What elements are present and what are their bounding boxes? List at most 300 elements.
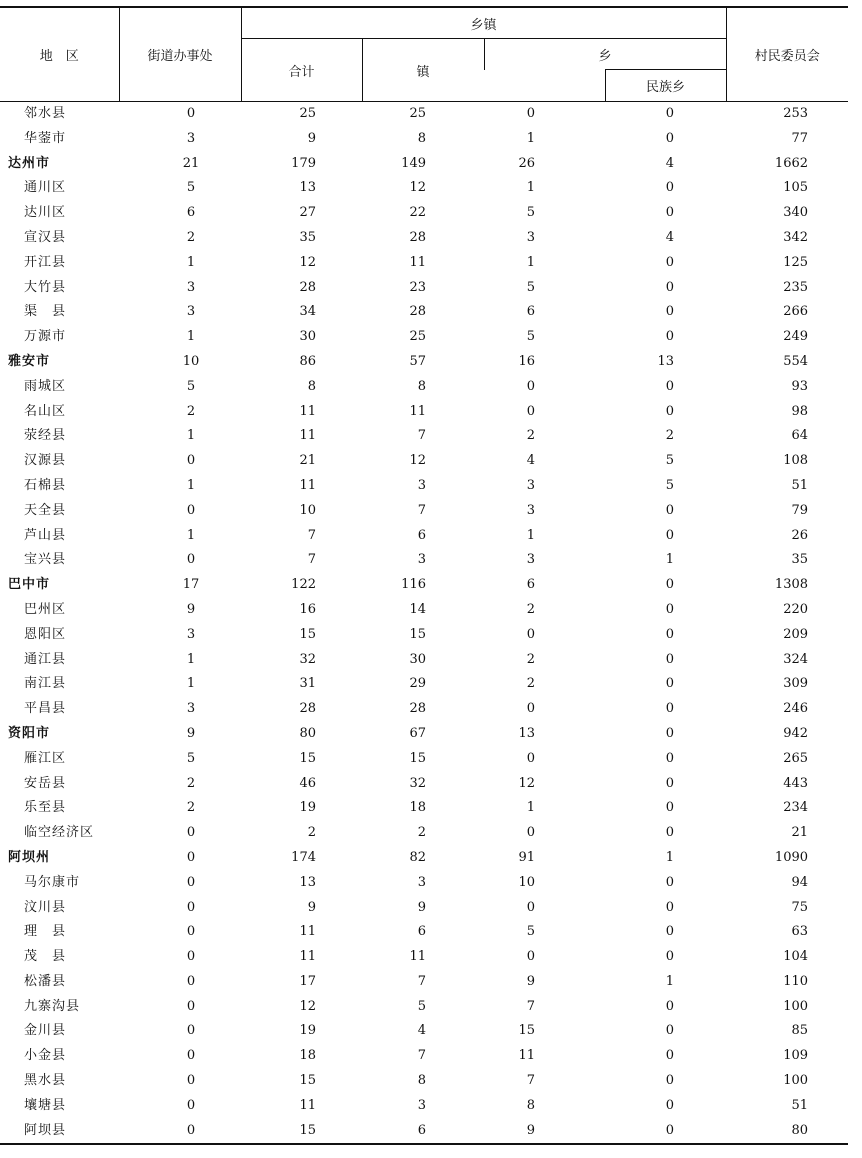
header-town: 镇 <box>362 39 484 102</box>
ethnic-township-count: 0 <box>665 304 675 320</box>
ethnic-township-count: 0 <box>665 279 675 295</box>
village-committee-count: 75 <box>791 899 809 915</box>
village-committee-count: 93 <box>791 378 809 394</box>
town-count: 18 <box>409 800 426 816</box>
table-row <box>0 226 848 251</box>
town-count: 28 <box>409 229 426 245</box>
region-name: 黑水县 <box>24 1073 67 1089</box>
region-name: 达州市 <box>8 155 51 171</box>
table-row <box>0 325 848 350</box>
town-count: 14 <box>409 601 426 617</box>
region-name: 石棉县 <box>24 477 67 493</box>
street-office-count: 0 <box>186 1048 196 1064</box>
township-count: 0 <box>526 701 535 717</box>
table-row <box>0 524 848 549</box>
town-count: 11 <box>409 403 426 419</box>
township-count: 2 <box>526 601 535 617</box>
township-total-count: 25 <box>299 106 316 121</box>
header-total: 合计 <box>241 39 362 102</box>
region-name: 渠 县 <box>24 304 67 320</box>
village-committee-count: 79 <box>791 502 809 518</box>
table-row <box>0 176 848 201</box>
township-total-count: 122 <box>291 577 316 593</box>
township-count: 2 <box>526 428 535 444</box>
village-committee-count: 235 <box>783 279 809 295</box>
town-count: 7 <box>417 1048 426 1064</box>
ethnic-township-count: 1 <box>665 973 675 989</box>
township-total-count: 10 <box>299 502 316 518</box>
table-body <box>0 102 848 1145</box>
region-name: 芦山县 <box>24 527 67 543</box>
township-total-count: 2 <box>307 825 316 841</box>
village-committee-count: 309 <box>783 676 809 692</box>
region-name: 资阳市 <box>8 725 51 741</box>
township-count: 0 <box>526 825 535 841</box>
ethnic-township-count: 0 <box>665 527 675 543</box>
region-name: 开江县 <box>24 254 67 270</box>
ethnic-township-count: 0 <box>665 130 675 146</box>
township-count: 9 <box>526 973 535 989</box>
street-office-count: 2 <box>186 403 196 419</box>
ethnic-township-count: 2 <box>665 428 675 444</box>
township-count: 1 <box>526 254 535 270</box>
ethnic-township-count: 0 <box>665 800 675 816</box>
township-total-count: 8 <box>307 378 316 394</box>
town-count: 57 <box>409 353 426 369</box>
region-name: 小金县 <box>24 1048 67 1064</box>
village-committee-count: 246 <box>783 701 809 717</box>
township-count: 2 <box>526 651 535 667</box>
village-committee-count: 324 <box>783 651 809 667</box>
town-count: 11 <box>409 949 426 965</box>
township-count: 0 <box>526 106 535 121</box>
township-count: 5 <box>526 279 535 295</box>
street-office-count: 3 <box>186 701 196 717</box>
town-count: 9 <box>417 899 426 915</box>
township-total-count: 15 <box>299 626 316 642</box>
table-row <box>0 375 848 400</box>
region-name: 通川区 <box>24 180 67 196</box>
region-name: 巴中市 <box>8 577 51 593</box>
header-township: 乡 <box>484 39 726 70</box>
ethnic-township-count: 0 <box>665 601 675 617</box>
township-total-count: 7 <box>307 552 316 568</box>
township-count: 1 <box>526 800 535 816</box>
table-row <box>0 573 848 598</box>
town-count: 25 <box>409 106 426 121</box>
township-count: 3 <box>526 477 535 493</box>
town-count: 3 <box>417 552 426 568</box>
township-count: 16 <box>518 353 535 369</box>
table-row <box>0 623 848 648</box>
village-committee-count: 51 <box>791 477 809 493</box>
street-office-count: 10 <box>182 353 200 369</box>
township-total-count: 13 <box>299 874 316 890</box>
township-count: 1 <box>526 180 535 196</box>
street-office-count: 2 <box>186 775 196 791</box>
town-count: 6 <box>417 527 426 543</box>
street-office-count: 5 <box>186 750 196 766</box>
table-row <box>0 251 848 276</box>
region-name: 邻水县 <box>24 106 67 121</box>
township-total-count: 80 <box>299 725 316 741</box>
table-row <box>0 449 848 474</box>
ethnic-township-count: 0 <box>605 1119 726 1145</box>
table-row <box>0 896 848 921</box>
table-row <box>0 276 848 301</box>
header-ethnic-township: 民族乡 <box>605 70 726 102</box>
town-count: 29 <box>409 676 426 692</box>
township-count: 3 <box>526 229 535 245</box>
street-office-count: 1 <box>186 428 196 444</box>
region-name: 华蓥市 <box>24 130 67 146</box>
table-row <box>0 598 848 623</box>
township-total-count: 31 <box>299 676 316 692</box>
town-count: 5 <box>417 998 426 1014</box>
township-total-count: 15 <box>299 750 316 766</box>
village-committee-count: 125 <box>783 254 809 270</box>
township-total-count: 18 <box>299 1048 316 1064</box>
township-total-count: 32 <box>299 651 316 667</box>
town-count: 7 <box>417 428 426 444</box>
ethnic-township-count: 0 <box>665 106 675 121</box>
ethnic-township-count: 0 <box>665 949 675 965</box>
region-name: 雨城区 <box>24 378 67 394</box>
village-committee-count: 265 <box>783 750 809 766</box>
region-name: 名山区 <box>24 403 67 419</box>
table-row <box>0 920 848 945</box>
region-name: 通江县 <box>24 651 67 667</box>
region-name: 理 县 <box>24 924 67 940</box>
township-count: 11 <box>518 1048 535 1064</box>
table-row <box>0 127 848 152</box>
village-committee-count: 253 <box>783 106 809 121</box>
region-name: 阿坝县 <box>0 1119 119 1145</box>
region-name: 万源市 <box>24 329 67 345</box>
table-row <box>0 548 848 573</box>
township-total-count: 28 <box>299 701 316 717</box>
township-count: 2 <box>526 676 535 692</box>
street-office-count: 0 <box>186 453 196 469</box>
street-office-count: 0 <box>186 552 196 568</box>
ethnic-township-count: 1 <box>665 849 675 865</box>
table-header <box>0 7 848 102</box>
region-name: 雁江区 <box>24 750 67 766</box>
township-total-count: 19 <box>299 1023 316 1039</box>
town-count: 32 <box>409 775 426 791</box>
region-name: 马尔康市 <box>24 874 81 890</box>
village-committee-count: 209 <box>783 626 809 642</box>
township-count: 0 <box>526 626 535 642</box>
township-count: 12 <box>518 775 535 791</box>
town-count: 6 <box>362 1119 484 1145</box>
town-count: 3 <box>417 1097 426 1113</box>
header-village-committee: 村民委员会 <box>726 7 848 102</box>
ethnic-township-count: 0 <box>665 205 675 221</box>
township-count: 3 <box>526 552 535 568</box>
village-committee-count: 105 <box>783 180 809 196</box>
township-total-count: 11 <box>299 949 316 965</box>
town-count: 15 <box>409 626 426 642</box>
table-row <box>0 201 848 226</box>
ethnic-township-count: 0 <box>665 1048 675 1064</box>
township-total-count: 15 <box>241 1119 362 1145</box>
street-office-count: 0 <box>186 1023 196 1039</box>
town-count: 7 <box>417 502 426 518</box>
ethnic-township-count: 0 <box>665 577 675 593</box>
township-count: 26 <box>518 155 535 171</box>
village-committee-count: 342 <box>783 229 809 245</box>
region-name: 松潘县 <box>24 973 67 989</box>
township-total-count: 19 <box>299 800 316 816</box>
street-office-count: 1 <box>186 254 196 270</box>
township-total-count: 11 <box>299 924 316 940</box>
header-township-blank <box>484 70 605 102</box>
street-office-count: 6 <box>186 205 196 221</box>
street-office-count: 0 <box>186 924 196 940</box>
village-committee-count: 98 <box>791 403 809 419</box>
township-total-count: 27 <box>299 205 316 221</box>
table-row <box>0 400 848 425</box>
street-office-count: 5 <box>186 378 196 394</box>
street-office-count: 9 <box>186 725 196 741</box>
village-committee-count: 35 <box>791 552 809 568</box>
table-row <box>0 648 848 673</box>
ethnic-township-count: 0 <box>665 874 675 890</box>
village-committee-count: 80 <box>726 1119 848 1145</box>
township-count: 9 <box>484 1119 605 1145</box>
street-office-count: 0 <box>119 1119 241 1145</box>
street-office-count: 2 <box>186 800 196 816</box>
township-count: 8 <box>526 1097 535 1113</box>
table-row <box>0 945 848 970</box>
town-count: 28 <box>409 701 426 717</box>
village-committee-count: 100 <box>783 998 809 1014</box>
region-name: 安岳县 <box>24 775 67 791</box>
township-total-count: 179 <box>291 155 316 171</box>
ethnic-township-count: 0 <box>665 924 675 940</box>
township-total-count: 174 <box>291 849 316 865</box>
village-committee-count: 443 <box>783 775 809 791</box>
township-total-count: 11 <box>299 1097 316 1113</box>
township-count: 4 <box>526 453 535 469</box>
region-name: 临空经济区 <box>24 825 95 841</box>
township-total-count: 13 <box>299 180 316 196</box>
street-office-count: 3 <box>186 130 196 146</box>
street-office-count: 0 <box>186 973 196 989</box>
table-row <box>0 672 848 697</box>
village-committee-count: 1662 <box>774 155 809 171</box>
township-count: 6 <box>526 304 535 320</box>
town-count: 28 <box>409 304 426 320</box>
street-office-count: 1 <box>186 527 196 543</box>
street-office-count: 0 <box>186 949 196 965</box>
village-committee-count: 554 <box>783 353 809 369</box>
table-row <box>0 697 848 722</box>
street-office-count: 0 <box>186 106 196 121</box>
region-name: 乐至县 <box>24 800 67 816</box>
street-office-count: 17 <box>182 577 200 593</box>
village-committee-count: 1308 <box>774 577 809 593</box>
ethnic-township-count: 0 <box>665 1097 675 1113</box>
village-committee-count: 234 <box>783 800 809 816</box>
ethnic-township-count: 13 <box>657 353 675 369</box>
town-count: 23 <box>409 279 426 295</box>
region-name: 天全县 <box>24 502 67 518</box>
town-count: 116 <box>401 577 426 593</box>
street-office-count: 21 <box>182 155 200 171</box>
village-committee-count: 63 <box>791 924 809 940</box>
street-office-count: 9 <box>186 601 196 617</box>
township-total-count: 15 <box>299 1073 316 1089</box>
town-count: 149 <box>401 155 426 171</box>
township-total-count: 12 <box>299 254 316 270</box>
township-count: 10 <box>518 874 535 890</box>
township-total-count: 16 <box>299 601 316 617</box>
table-row <box>0 970 848 995</box>
township-total-count: 28 <box>299 279 316 295</box>
town-count: 6 <box>417 924 426 940</box>
ethnic-township-count: 0 <box>665 180 675 196</box>
town-count: 3 <box>417 477 426 493</box>
region-name: 恩阳区 <box>24 626 67 642</box>
ethnic-township-count: 0 <box>665 502 675 518</box>
street-office-count: 0 <box>186 849 196 865</box>
township-total-count: 9 <box>307 899 316 915</box>
ethnic-township-count: 0 <box>665 998 675 1014</box>
street-office-count: 0 <box>186 874 196 890</box>
town-count: 3 <box>417 874 426 890</box>
ethnic-township-count: 0 <box>665 701 675 717</box>
region-name: 九寨沟县 <box>24 998 81 1014</box>
town-count: 15 <box>409 750 426 766</box>
street-office-count: 0 <box>186 825 196 841</box>
table-row <box>0 1044 848 1069</box>
ethnic-township-count: 0 <box>665 403 675 419</box>
township-count: 6 <box>526 577 535 593</box>
village-committee-count: 942 <box>783 725 809 741</box>
street-office-count: 1 <box>186 477 196 493</box>
village-committee-count: 220 <box>783 601 809 617</box>
township-count: 3 <box>526 502 535 518</box>
village-committee-count: 340 <box>783 205 809 221</box>
street-office-count: 1 <box>186 676 196 692</box>
township-total-count: 12 <box>299 998 316 1014</box>
village-committee-count: 109 <box>783 1048 809 1064</box>
street-office-count: 2 <box>186 229 196 245</box>
street-office-count: 0 <box>186 998 196 1014</box>
header-township-group: 乡镇 <box>241 7 726 39</box>
township-count: 0 <box>526 403 535 419</box>
township-total-count: 17 <box>299 973 316 989</box>
table-row <box>0 1119 848 1145</box>
table-row <box>0 499 848 524</box>
region-name: 金川县 <box>24 1023 67 1039</box>
town-count: 12 <box>409 453 426 469</box>
street-office-count: 1 <box>186 329 196 345</box>
ethnic-township-count: 5 <box>665 453 675 469</box>
table-row <box>0 846 848 871</box>
ethnic-township-count: 0 <box>665 1023 675 1039</box>
ethnic-township-count: 0 <box>665 775 675 791</box>
township-total-count: 34 <box>299 304 316 320</box>
ethnic-township-count: 0 <box>665 626 675 642</box>
township-total-count: 46 <box>299 775 316 791</box>
ethnic-township-count: 0 <box>665 254 675 270</box>
street-office-count: 5 <box>186 180 196 196</box>
region-name: 宝兴县 <box>24 552 67 568</box>
township-total-count: 9 <box>307 130 316 146</box>
town-count: 8 <box>417 378 426 394</box>
village-committee-count: 26 <box>791 527 809 543</box>
table-row <box>0 871 848 896</box>
township-count: 0 <box>526 949 535 965</box>
township-count: 0 <box>526 378 535 394</box>
township-count: 15 <box>518 1023 535 1039</box>
street-office-count: 0 <box>186 502 196 518</box>
township-total-count: 11 <box>299 403 316 419</box>
table-row <box>0 102 848 127</box>
region-name: 宣汉县 <box>24 229 67 245</box>
town-count: 30 <box>409 651 426 667</box>
table-row <box>0 152 848 177</box>
village-committee-count: 110 <box>783 973 809 989</box>
street-office-count: 3 <box>186 626 196 642</box>
township-total-count: 21 <box>299 453 316 469</box>
region-name: 平昌县 <box>24 701 67 717</box>
ethnic-township-count: 0 <box>665 676 675 692</box>
village-committee-count: 266 <box>783 304 809 320</box>
street-office-count: 0 <box>186 1097 196 1113</box>
ethnic-township-count: 0 <box>665 651 675 667</box>
ethnic-township-count: 0 <box>665 899 675 915</box>
table-row <box>0 821 848 846</box>
township-total-count: 11 <box>299 477 316 493</box>
ethnic-township-count: 0 <box>665 378 675 394</box>
township-count: 7 <box>526 998 535 1014</box>
region-name: 茂 县 <box>24 949 67 965</box>
region-name: 雅安市 <box>8 353 51 369</box>
header-region: 地 区 <box>0 7 119 102</box>
village-committee-count: 104 <box>783 949 809 965</box>
township-count: 5 <box>526 329 535 345</box>
table-row <box>0 350 848 375</box>
table-row <box>0 747 848 772</box>
town-count: 8 <box>417 1073 426 1089</box>
township-count: 0 <box>526 750 535 766</box>
town-count: 7 <box>417 973 426 989</box>
village-committee-count: 21 <box>791 825 809 841</box>
region-name: 汉源县 <box>24 453 67 469</box>
town-count: 4 <box>417 1023 426 1039</box>
township-count: 1 <box>526 130 535 146</box>
village-committee-count: 77 <box>791 130 809 146</box>
region-name: 达川区 <box>24 205 67 221</box>
street-office-count: 0 <box>186 1073 196 1089</box>
ethnic-township-count: 0 <box>665 725 675 741</box>
township-count: 91 <box>518 849 535 865</box>
ethnic-township-count: 5 <box>665 477 675 493</box>
table-row <box>0 424 848 449</box>
ethnic-township-count: 0 <box>665 825 675 841</box>
village-committee-count: 100 <box>783 1073 809 1089</box>
statistics-table <box>0 6 848 1145</box>
table-row <box>0 1069 848 1094</box>
street-office-count: 0 <box>186 899 196 915</box>
ethnic-township-count: 4 <box>665 155 675 171</box>
village-committee-count: 85 <box>791 1023 809 1039</box>
township-total-count: 35 <box>299 229 316 245</box>
